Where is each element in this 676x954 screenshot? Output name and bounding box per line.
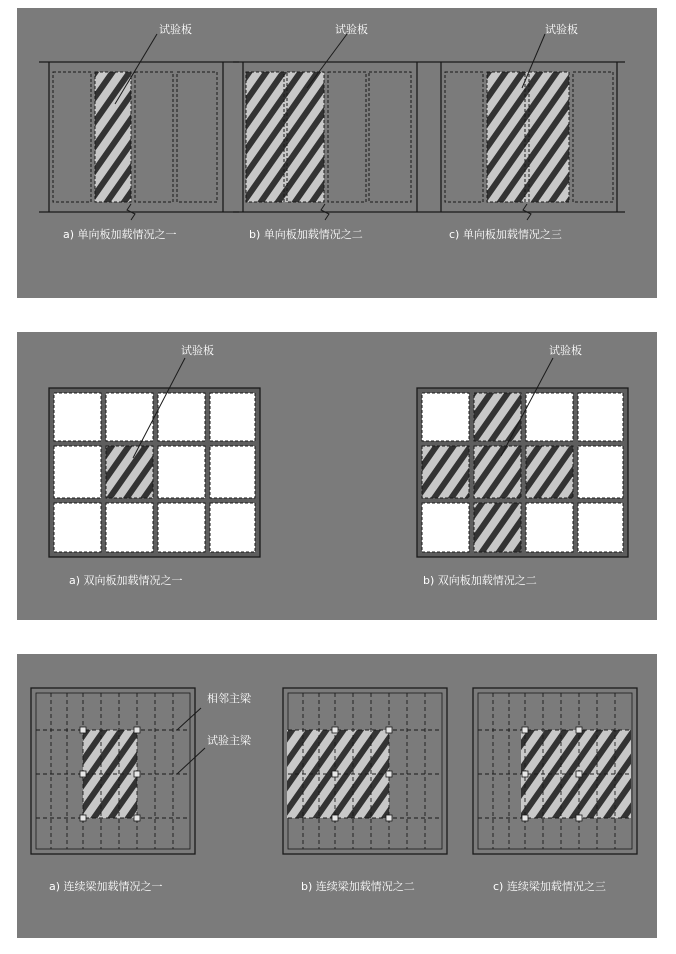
continuous-beam-a (31, 688, 252, 893)
panel-two-way-slab (17, 332, 657, 620)
leader-line (115, 34, 157, 104)
two-way-slab-figure (17, 332, 657, 620)
callout-test-slab-2b: 试验板 (549, 344, 582, 357)
caption-one-way-a: a) 单向板加载情况之一 (63, 228, 177, 241)
leader-line-test (177, 748, 205, 774)
callout-test-slab-b: 试验板 (335, 23, 368, 36)
test-slab-cell (474, 446, 521, 498)
caption-beam-c: c) 连续梁加载情况之三 (493, 880, 606, 893)
test-slab-strip (487, 72, 569, 202)
test-slab-cell (106, 446, 153, 498)
test-slab-strip (246, 72, 324, 202)
one-way-slab-a (39, 22, 239, 241)
caption-beam-b: b) 连续梁加载情况之二 (301, 880, 415, 893)
callout-adjacent-beam: 相邻主梁 (207, 692, 251, 705)
caption-two-way-a: a) 双向板加载情况之一 (69, 574, 183, 587)
callout-test-beam: 试验主梁 (207, 734, 251, 747)
one-way-slab-c (431, 22, 625, 241)
caption-two-way-b: b) 双向板加载情况之二 (423, 574, 537, 587)
continuous-beam-figure (17, 654, 657, 938)
one-way-slab-figure (17, 8, 657, 298)
continuous-beam-b (283, 688, 447, 893)
two-way-slab-b (417, 343, 628, 587)
caption-one-way-b: b) 单向板加载情况之二 (249, 228, 363, 241)
panel-continuous-beam (17, 654, 657, 938)
panel-one-way-slab (17, 8, 657, 298)
caption-one-way-c: c) 单向板加载情况之三 (449, 228, 562, 241)
callout-test-slab-c: 试验板 (545, 23, 578, 36)
one-way-slab-b (233, 22, 431, 241)
callout-test-slab-2a: 试验板 (181, 344, 214, 357)
continuous-beam-c (473, 688, 637, 893)
leader-line (307, 34, 347, 88)
two-way-slab-a (49, 343, 260, 587)
leader-line-adjacent (177, 708, 201, 730)
test-slab-strip (95, 72, 131, 202)
callout-test-slab-a: 试验板 (159, 23, 192, 36)
caption-beam-a: a) 连续梁加载情况之一 (49, 880, 163, 893)
